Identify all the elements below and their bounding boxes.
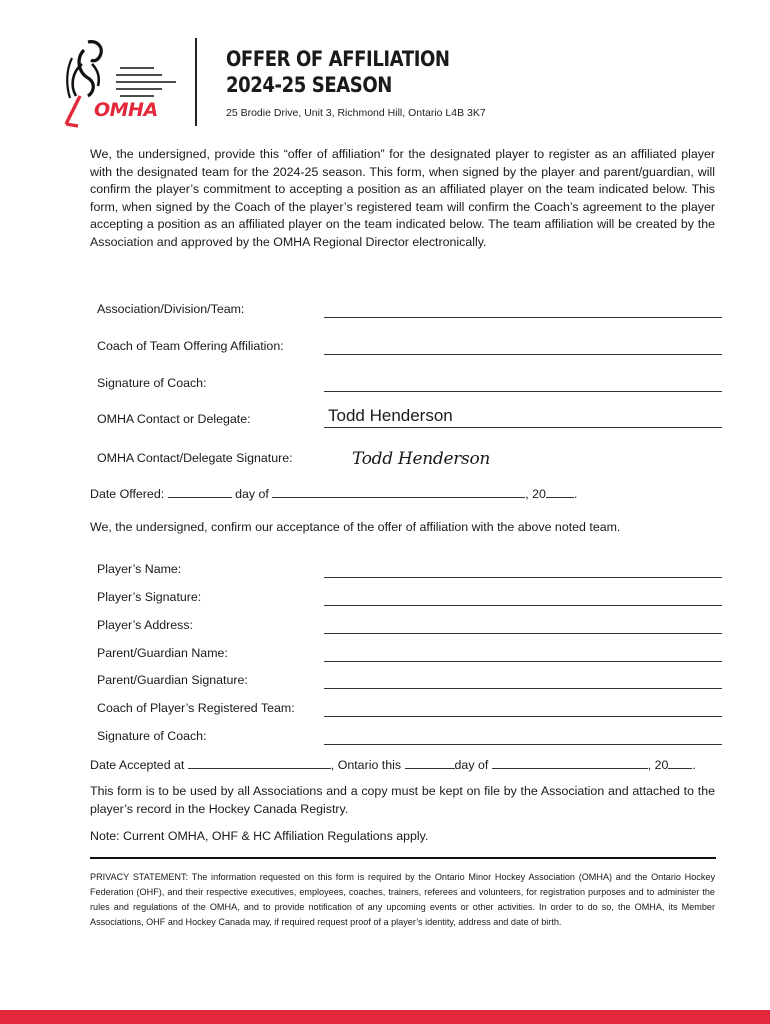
field-label: Parent/Guardian Signature: [97,673,248,687]
date-offered-line [90,485,577,501]
omha-wordmark: OMHA [94,99,158,121]
date-accepted-month-blank[interactable] [492,756,648,769]
player-signature-field[interactable] [97,584,722,606]
input-line[interactable] [324,666,722,689]
day-of-text: day of [235,487,269,501]
privacy-statement: PRIVACY STATEMENT: The information requested on this form is required by the Ontario Minor Hockey Association (OMHA) and the Ontario Hockey Federation (OHF), and their respective executives, employees, coaches, trainers, referees and volunteers, for registration purposes and to administer the rules and regulations of the OMHA, and to provide notification of any upcoming events or other activities. In order to do so, the OMHA, its Member Associations, OHF and Hockey Canada may, if required request proof of a player’s identity, address and date of birth. [90,872,715,928]
input-line[interactable] [324,722,722,745]
date-offered-year-blank[interactable] [546,485,574,498]
field-label: Signature of Coach: [97,376,207,390]
omha-contact-field[interactable] [97,406,722,428]
privacy-divider [90,857,716,859]
date-offered-day-blank[interactable] [168,485,232,498]
period-text: . [573,487,578,501]
date-accepted-location-blank[interactable] [188,756,331,769]
omha-contact-value[interactable]: Todd Henderson [328,406,453,425]
association-division-team-field[interactable] [97,296,722,318]
record-keeping-paragraph: This form is to be used by all Associations and a copy must be kept on file by the Association and attached to the player’s record in the Hockey Canada Registry. [90,784,715,816]
date-accepted-label: Date Accepted at [90,758,185,772]
date-accepted-line [90,756,696,772]
player-address-field[interactable] [97,612,722,634]
field-label: OMHA Contact/Delegate Signature: [97,451,293,465]
field-label: Association/Division/Team: [97,302,245,316]
field-label: Player’s Name: [97,562,182,576]
title-line-1: OFFER OF AFFILIATION [226,47,450,71]
parent-guardian-signature-field[interactable] [97,667,722,689]
registered-team-coach-field[interactable] [97,695,722,717]
date-offered-month-blank[interactable] [272,485,525,498]
header-divider [195,38,197,126]
ontario-this-text: , Ontario this [330,758,402,772]
acceptance-statement: We, the undersigned, confirm our acceptance of the offer of affiliation with the above noted team. [90,520,621,534]
input-line[interactable] [324,332,722,355]
input-line[interactable] [324,369,722,392]
parent-guardian-name-field[interactable] [97,640,722,662]
form-title [226,46,450,98]
year-prefix-text: , 20 [525,487,546,501]
year-prefix-text: , 20 [647,758,669,772]
field-label: Coach of Player’s Registered Team: [97,701,295,715]
field-label: OMHA Contact or Delegate: [97,412,251,426]
date-accepted-year-blank[interactable] [668,756,692,769]
input-line[interactable] [324,295,722,318]
field-label: Player’s Signature: [97,590,202,604]
field-label: Parent/Guardian Name: [97,646,228,660]
player-name-field[interactable] [97,556,722,578]
period-text: . [692,758,696,772]
title-line-2: 2024-25 SEASON [226,73,392,97]
field-label: Player’s Address: [97,618,193,632]
coach-offering-affiliation-field[interactable] [97,333,722,355]
input-line[interactable] [324,694,722,717]
omha-contact-signature-field[interactable] [97,445,722,467]
field-label: Coach of Team Offering Affiliation: [97,339,284,353]
regulations-note: Note: Current OMHA, OHF & HC Affiliation Regulations apply. [90,829,429,843]
registered-coach-signature-field[interactable] [97,723,722,745]
field-label: Signature of Coach: [97,729,207,743]
association-address: 25 Brodie Drive, Unit 3, Richmond Hill, Ontario L4B 3K7 [226,107,486,119]
day-of-text: day of [454,758,489,772]
date-offered-label: Date Offered: [90,487,165,501]
input-line[interactable] [324,611,722,634]
input-line[interactable] [324,639,722,662]
omha-logo [58,38,176,130]
date-accepted-day-blank[interactable] [405,756,455,769]
input-line[interactable] [324,583,722,606]
input-line[interactable] [324,555,722,578]
intro-paragraph: We, the undersigned, provide this “offer of affiliation” for the designated player to register as an affiliated player with the designated team for the 2024-25 season. This form, when signed by the player and parent/guardian, will confirm the player’s commitment to accepting a position as an affiliated player on the team indicated below. This form, when signed by the Coach of the player’s registered team will confirm the Coach’s agreement to the player accepting a position as an affiliated player on the team indicated below. The team affiliation will be created by the Association and approved by the OMHA Regional Director electronically. [90,147,715,249]
delegate-signature[interactable]: Todd Henderson [352,449,491,469]
coach-signature-field[interactable] [97,370,722,392]
footer-accent-bar [0,1010,770,1024]
